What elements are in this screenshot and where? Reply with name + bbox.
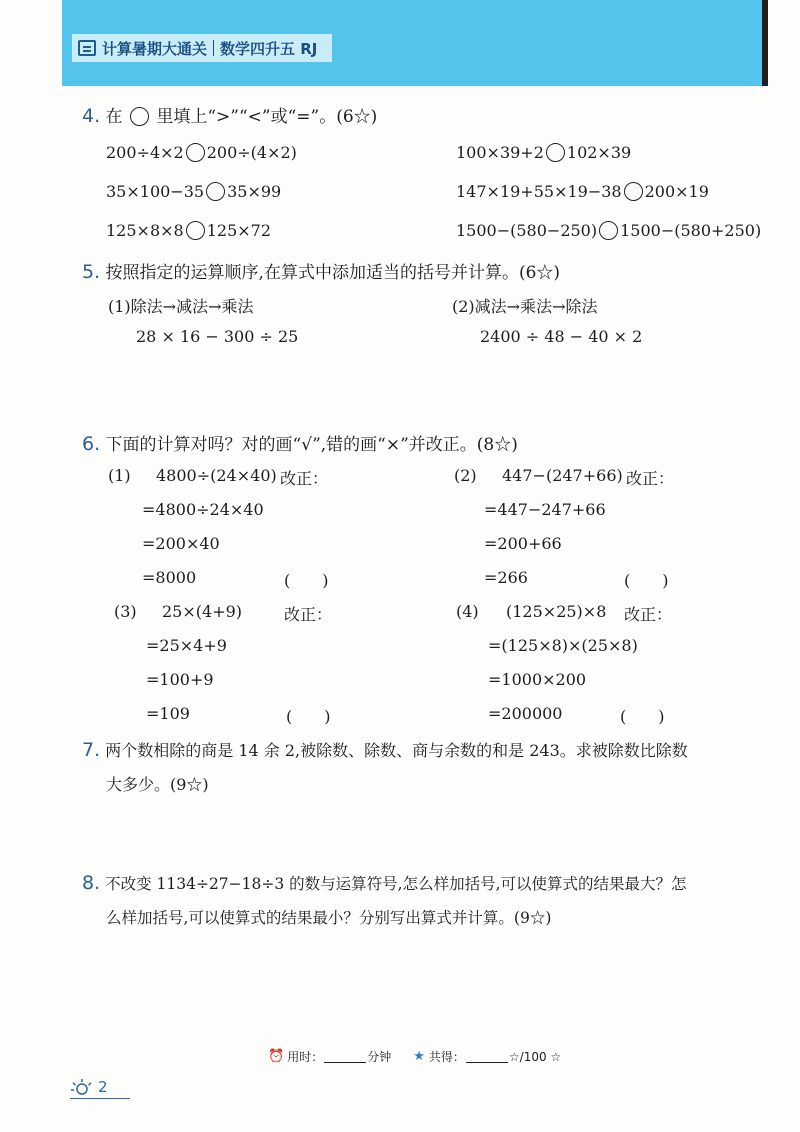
q4-number: 4.	[82, 105, 101, 127]
q6-step: =8000	[142, 568, 197, 587]
q7-line2: 大多少。(9☆)	[106, 775, 209, 794]
q6-correct-label: 改正：	[284, 605, 333, 624]
q4-item: 200÷4×2 200÷(4×2)	[106, 143, 297, 162]
q6-correct-label: 改正：	[626, 469, 675, 488]
q4-prompt	[82, 102, 377, 127]
q6-step: =100+9	[146, 670, 214, 689]
q4-text-after: 里填上“>”“<”或“=”。(6☆)	[156, 107, 378, 127]
q5-text: 按照指定的运算顺序,在算式中添加适当的括号并计算。(6☆)	[105, 263, 561, 283]
sun-icon	[70, 1078, 92, 1096]
star-icon: ★	[413, 1049, 425, 1064]
q6-expression: 25×(4+9)	[162, 602, 243, 621]
q6-step: =200000	[488, 704, 563, 723]
q4-item: 1500−(580−250) 1500−(580+250)	[456, 221, 762, 240]
q7-line1: 两个数相除的商是 14 余 2,被除数、除数、商与余数的和是 243。求被除数比除数	[105, 741, 688, 760]
circle-blank-icon	[130, 107, 149, 126]
compare-circle[interactable]	[546, 143, 565, 162]
footer-score	[268, 1048, 561, 1065]
q6-step: =4800÷24×40	[142, 500, 264, 519]
q8-prompt	[82, 872, 687, 894]
q4-item: 125×8×8 125×72	[106, 221, 272, 240]
q6-expression: (125×25)×8	[506, 602, 607, 621]
subject-label: 数学四升五 RJ	[220, 39, 318, 58]
q4-item: 147×19+55×19−38 200×19	[456, 182, 709, 201]
compare-circle[interactable]	[599, 221, 618, 240]
q6-part-label: (2)	[454, 466, 477, 485]
answer-paren[interactable]: ( )	[286, 707, 331, 726]
q6-step: =266	[484, 568, 528, 587]
q8-line1: 不改变 1134÷27−18÷3 的数与运算符号,怎么样加括号,可以使算式的结果最大？怎	[105, 875, 687, 893]
compare-circle[interactable]	[206, 182, 225, 201]
q5-expression: 2400 ÷ 48 − 40 × 2	[480, 327, 643, 346]
page-number-text: 2	[98, 1078, 108, 1096]
compare-circle[interactable]	[186, 221, 205, 240]
q6-expression: 447−(247+66)	[502, 466, 623, 485]
book-icon	[78, 40, 96, 56]
header-title-bar	[72, 34, 332, 62]
q5-prompt	[82, 258, 560, 283]
answer-paren[interactable]: ( )	[284, 571, 329, 590]
q7-number: 7.	[82, 739, 101, 761]
time-unit: 分钟	[367, 1050, 392, 1064]
q6-part-label: (1)	[108, 466, 131, 485]
q6-step: =447−247+66	[484, 500, 606, 519]
time-label: 用时：	[287, 1050, 324, 1064]
q8-number: 8.	[82, 872, 101, 894]
header-edge	[762, 0, 768, 86]
q6-step: =(125×8)×(25×8)	[488, 636, 638, 655]
q6-part-label: (4)	[456, 602, 479, 621]
q4-item: 35×100−35 35×99	[106, 182, 282, 201]
q6-prompt	[82, 430, 518, 455]
q6-step: =200+66	[484, 534, 562, 553]
score-blank[interactable]	[466, 1050, 508, 1063]
compare-circle[interactable]	[186, 143, 205, 162]
q7-prompt	[82, 738, 688, 761]
q6-part-label: (3)	[114, 602, 137, 621]
compare-circle[interactable]	[624, 182, 643, 201]
q6-correct-label: 改正：	[280, 469, 329, 488]
book-title: 计算暑期大通关	[102, 39, 208, 58]
q5-part-label: (1)除法→减法→乘法	[108, 297, 254, 316]
q6-step: =25×4+9	[146, 636, 227, 655]
q6-step: =200×40	[142, 534, 220, 553]
q6-number: 6.	[82, 433, 101, 455]
q4-text-before: 在	[105, 107, 123, 127]
q5-number: 5.	[82, 261, 101, 283]
q5-part-label: (2)减法→乘法→除法	[452, 297, 598, 316]
page-number-underline	[70, 1098, 130, 1099]
q6-text: 下面的计算对吗？对的画“√”,错的画“×”并改正。(8☆)	[105, 435, 518, 455]
time-blank[interactable]	[324, 1050, 366, 1063]
header-divider	[213, 40, 214, 56]
answer-paren[interactable]: ( )	[624, 571, 669, 590]
q4-item: 100×39+2 102×39	[456, 143, 632, 162]
q6-step: =1000×200	[488, 670, 587, 689]
clock-icon: ⏰	[268, 1049, 285, 1064]
answer-paren[interactable]: ( )	[620, 707, 665, 726]
q6-step: =109	[146, 704, 190, 723]
score-total: ☆/100 ☆	[508, 1049, 562, 1064]
q6-correct-label: 改正：	[624, 605, 673, 624]
page-number	[70, 1078, 108, 1096]
q6-expression: 4800÷(24×40)	[156, 466, 277, 485]
q5-expression: 28 × 16 − 300 ÷ 25	[136, 327, 299, 346]
q8-line2: 么样加括号,可以使算式的结果最小？分别写出算式并计算。(9☆)	[106, 909, 552, 927]
score-label: 共得：	[428, 1050, 465, 1064]
